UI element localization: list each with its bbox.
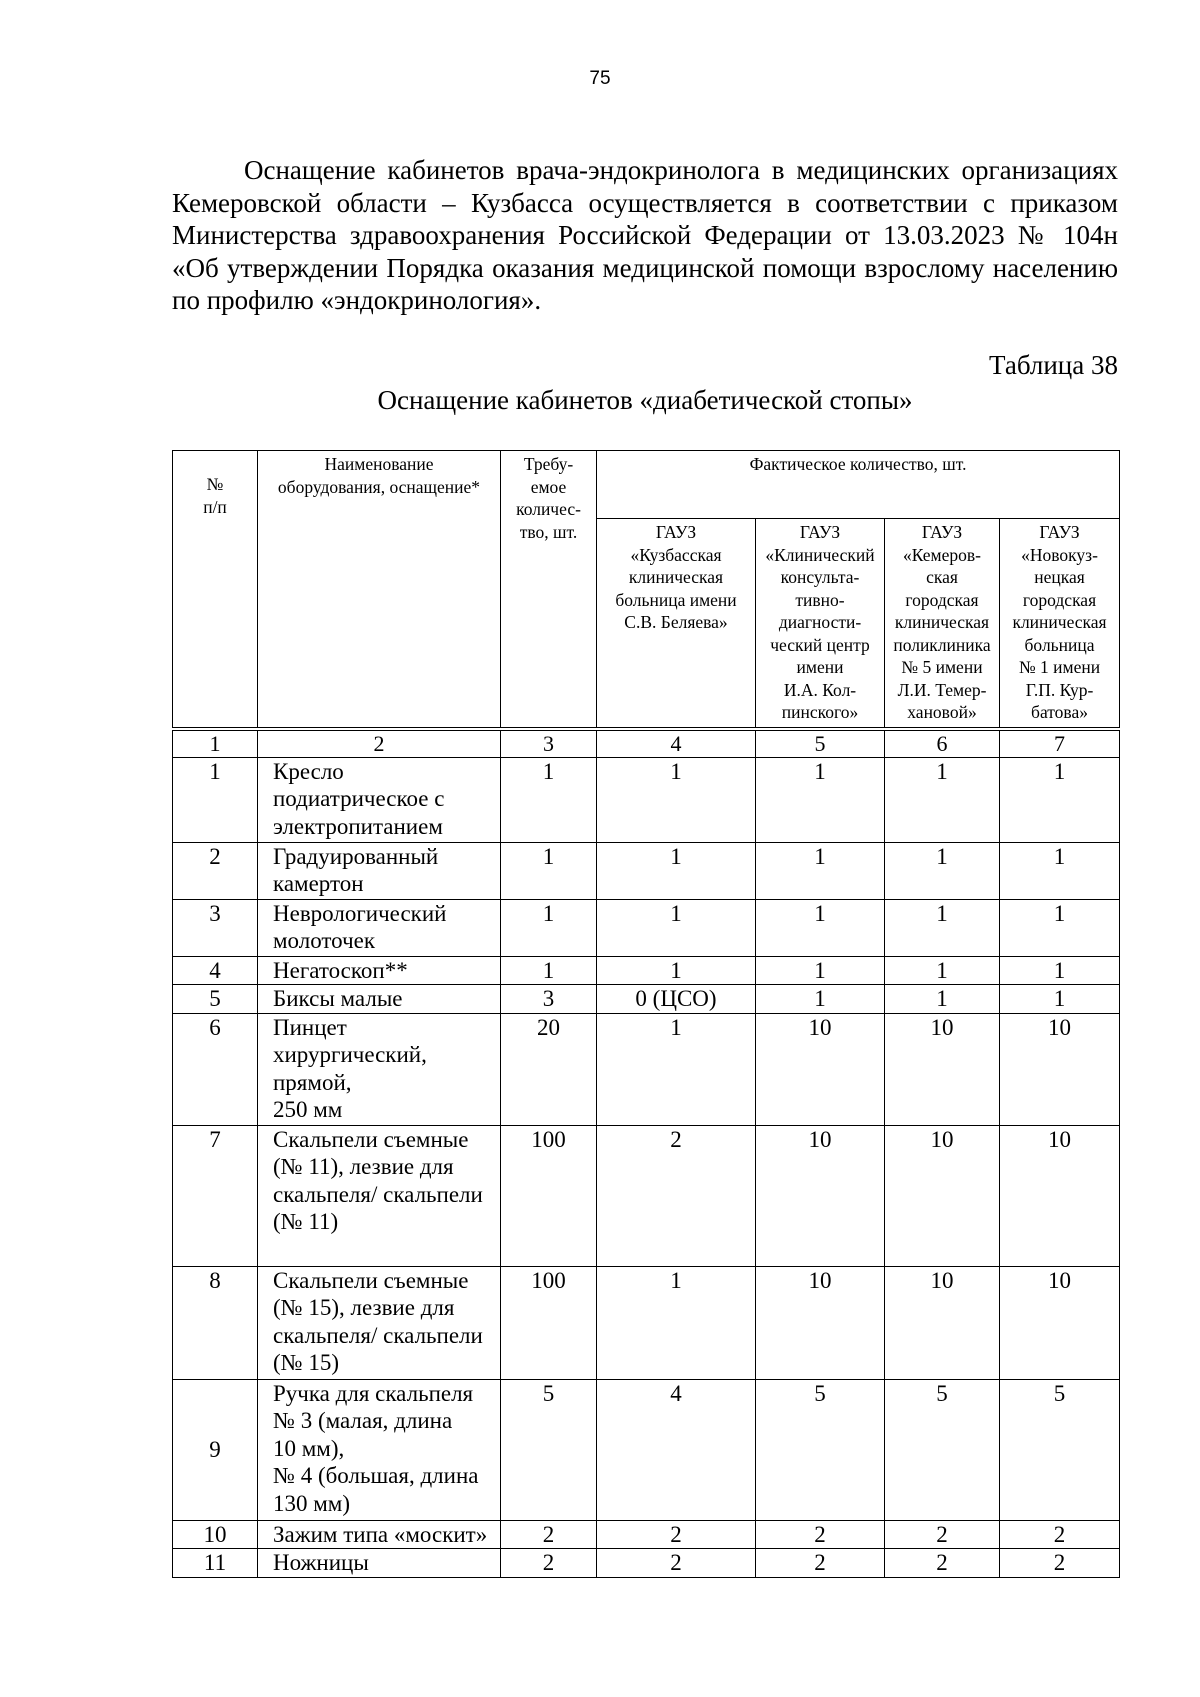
actual-quantity-cell: 10 [1000, 1266, 1120, 1379]
actual-quantity-cell: 10 [1000, 1013, 1120, 1125]
actual-quantity-cell: 10 [1000, 1125, 1120, 1266]
actual-quantity-cell: 1 [756, 899, 885, 956]
equipment-name-cell: Зажим типа «москит» [258, 1520, 501, 1549]
actual-quantity-cell: 10 [756, 1266, 885, 1379]
header-org-3: ГАУЗ «Кемеров- ская городская клиническая поликлиника № 5 имени Л.И. Темер- хановой» [885, 519, 1000, 729]
actual-quantity-cell: 5 [885, 1379, 1000, 1520]
column-number: 6 [885, 729, 1000, 758]
row-number-cell: 8 [173, 1266, 258, 1379]
table-row [173, 985, 1120, 1014]
row-number-cell: 11 [173, 1549, 258, 1578]
table-caption: Оснащение кабинетов «диабетической стопы» [377, 385, 913, 415]
equipment-name-cell: Неврологический молоточек [258, 899, 501, 956]
equipment-name-cell: Скальпели съемные (№ 11), лезвие для скальпеля/ скальпели (№ 11) [258, 1125, 501, 1266]
actual-quantity-cell: 1 [885, 757, 1000, 842]
required-quantity-cell: 3 [501, 985, 597, 1014]
column-number: 7 [1000, 729, 1120, 758]
column-number: 3 [501, 729, 597, 758]
equipment-name-cell: Пинцет хирургический, прямой, 250 мм [258, 1013, 501, 1125]
actual-quantity-cell: 2 [885, 1520, 1000, 1549]
row-number-cell: 1 [173, 757, 258, 842]
table-row [173, 1125, 1120, 1266]
required-quantity-cell: 2 [501, 1520, 597, 1549]
equipment-table [172, 450, 1120, 1578]
table-row [173, 842, 1120, 899]
row-number-cell: 5 [173, 985, 258, 1014]
table-header [173, 451, 1120, 758]
header-actual-quantity: Фактическое количество, шт. [597, 451, 1120, 519]
actual-quantity-cell: 2 [597, 1125, 756, 1266]
actual-quantity-cell: 10 [885, 1266, 1000, 1379]
equipment-name-cell: Скальпели съемные (№ 15), лезвие для скальпеля/ скальпели (№ 15) [258, 1266, 501, 1379]
actual-quantity-cell: 1 [1000, 985, 1120, 1014]
header-org-4: ГАУЗ «Новокуз- нецкая городская клиническая больница № 1 имени Г.П. Кур- батова» [1000, 519, 1120, 729]
actual-quantity-cell: 1 [597, 956, 756, 985]
row-number-cell: 3 [173, 899, 258, 956]
row-number-cell: 9 [173, 1379, 258, 1520]
actual-quantity-cell: 1 [1000, 842, 1120, 899]
table-row [173, 1549, 1120, 1578]
row-number-cell: 10 [173, 1520, 258, 1549]
header-equipment-name: Наименование оборудования, оснащение* [258, 451, 501, 729]
header-org-2: ГАУЗ «Клинический консульта- тивно- диагности- ческий центр имени И.А. Кол- пинского» [756, 519, 885, 729]
actual-quantity-cell: 2 [1000, 1520, 1120, 1549]
actual-quantity-cell: 5 [756, 1379, 885, 1520]
actual-quantity-cell: 2 [597, 1520, 756, 1549]
column-number-row [173, 729, 1120, 758]
actual-quantity-cell: 5 [1000, 1379, 1120, 1520]
table-row [173, 1013, 1120, 1125]
equipment-name-cell: Негатоскоп** [258, 956, 501, 985]
actual-quantity-cell: 1 [597, 899, 756, 956]
actual-quantity-cell: 0 (ЦСО) [597, 985, 756, 1014]
table-row [173, 757, 1120, 842]
header-number: № п/п [173, 451, 258, 729]
actual-quantity-cell: 10 [885, 1125, 1000, 1266]
actual-quantity-cell: 2 [1000, 1549, 1120, 1578]
equipment-name-cell: Ножницы [258, 1549, 501, 1578]
actual-quantity-cell: 1 [756, 956, 885, 985]
actual-quantity-cell: 1 [756, 842, 885, 899]
actual-quantity-cell: 2 [885, 1549, 1000, 1578]
actual-quantity-cell: 1 [885, 899, 1000, 956]
actual-quantity-cell: 1 [1000, 757, 1120, 842]
actual-quantity-cell: 1 [885, 985, 1000, 1014]
actual-quantity-cell: 10 [756, 1013, 885, 1125]
actual-quantity-cell: 1 [597, 1013, 756, 1125]
actual-quantity-cell: 1 [597, 757, 756, 842]
table-row [173, 1266, 1120, 1379]
required-quantity-cell: 1 [501, 757, 597, 842]
actual-quantity-cell: 1 [756, 985, 885, 1014]
required-quantity-cell: 20 [501, 1013, 597, 1125]
required-quantity-cell: 5 [501, 1379, 597, 1520]
intro-paragraph: Оснащение кабинетов врача-эндокринолога в медицинских организациях Кемеровской области – Кузбасса осуществляется в соответствии с приказом Министерства здравоохранения Российской Федерации от 13.03.2023 № 104н «Об утверждении Порядка оказания медицинской помощи взрослому населению по профилю «эндокринология». [172, 155, 1118, 315]
required-quantity-cell: 2 [501, 1549, 597, 1578]
table-row [173, 956, 1120, 985]
required-quantity-cell: 100 [501, 1266, 597, 1379]
column-number: 1 [173, 729, 258, 758]
required-quantity-cell: 1 [501, 956, 597, 985]
table-label: Таблица 38 [989, 350, 1118, 380]
table-row [173, 899, 1120, 956]
actual-quantity-cell: 10 [885, 1013, 1000, 1125]
required-quantity-cell: 100 [501, 1125, 597, 1266]
header-required-quantity: Требу- емое количес- тво, шт. [501, 451, 597, 729]
column-number: 4 [597, 729, 756, 758]
table-row [173, 1520, 1120, 1549]
equipment-name-cell: Ручка для скальпеля № 3 (малая, длина 10 мм), № 4 (большая, длина 130 мм) [258, 1379, 501, 1520]
row-number-cell: 4 [173, 956, 258, 985]
row-number-cell: 2 [173, 842, 258, 899]
equipment-name-cell: Биксы малые [258, 985, 501, 1014]
table-row [173, 1379, 1120, 1520]
actual-quantity-cell: 1 [1000, 956, 1120, 985]
row-number-cell: 7 [173, 1125, 258, 1266]
equipment-name-cell: Градуированный камертон [258, 842, 501, 899]
actual-quantity-cell: 1 [597, 1266, 756, 1379]
actual-quantity-cell: 1 [756, 757, 885, 842]
row-number-cell: 6 [173, 1013, 258, 1125]
actual-quantity-cell: 4 [597, 1379, 756, 1520]
page-number: 75 [589, 68, 611, 89]
actual-quantity-cell: 10 [756, 1125, 885, 1266]
table-body [173, 757, 1120, 1577]
actual-quantity-cell: 2 [756, 1549, 885, 1578]
actual-quantity-cell: 1 [885, 956, 1000, 985]
required-quantity-cell: 1 [501, 899, 597, 956]
actual-quantity-cell: 2 [597, 1549, 756, 1578]
column-number: 5 [756, 729, 885, 758]
actual-quantity-cell: 1 [1000, 899, 1120, 956]
actual-quantity-cell: 1 [885, 842, 1000, 899]
actual-quantity-cell: 1 [597, 842, 756, 899]
required-quantity-cell: 1 [501, 842, 597, 899]
column-number: 2 [258, 729, 501, 758]
equipment-name-cell: Кресло подиатрическое с электропитанием [258, 757, 501, 842]
actual-quantity-cell: 2 [756, 1520, 885, 1549]
header-org-1: ГАУЗ «Кузбасская клиническая больница имени С.В. Беляева» [597, 519, 756, 729]
